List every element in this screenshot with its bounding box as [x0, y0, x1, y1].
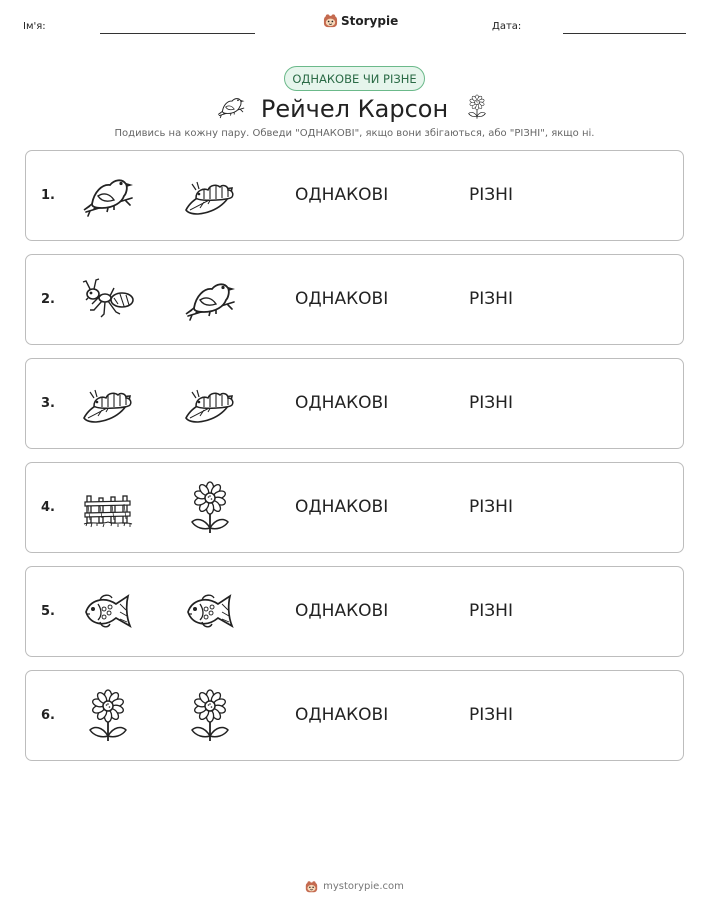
question-row-6	[25, 670, 684, 761]
different-option[interactable]: РІЗНІ	[469, 185, 513, 205]
bird-icon	[182, 272, 238, 328]
fence-icon	[80, 480, 136, 536]
same-option[interactable]: ОДНАКОВІ	[295, 705, 389, 725]
same-option[interactable]: ОДНАКОВІ	[295, 497, 389, 517]
question-number: 3.	[41, 396, 55, 411]
footer-site-link[interactable]: mystorypie.com	[323, 881, 404, 892]
question-row-2	[25, 254, 684, 345]
same-option[interactable]: ОДНАКОВІ	[295, 393, 389, 413]
flower-icon	[182, 480, 238, 536]
different-option[interactable]: РІЗНІ	[469, 705, 513, 725]
question-row-4	[25, 462, 684, 553]
title-flower-icon	[464, 92, 490, 122]
different-option[interactable]: РІЗНІ	[469, 601, 513, 621]
question-row-3	[25, 358, 684, 449]
name-label: Ім'я:	[23, 21, 46, 32]
different-option[interactable]: РІЗНІ	[469, 393, 513, 413]
question-number: 4.	[41, 500, 55, 515]
page-title: Рейчел Карсон	[260, 95, 449, 123]
same-option[interactable]: ОДНАКОВІ	[295, 289, 389, 309]
bird-icon	[80, 168, 136, 224]
different-option[interactable]: РІЗНІ	[469, 289, 513, 309]
fish-icon	[182, 584, 238, 640]
caterpillar-icon	[182, 376, 238, 432]
different-option[interactable]: РІЗНІ	[469, 497, 513, 517]
date-line[interactable]	[563, 33, 686, 34]
ant-icon	[80, 272, 136, 328]
footer-mascot-icon	[305, 880, 318, 893]
question-number: 2.	[41, 292, 55, 307]
caterpillar-icon	[182, 168, 238, 224]
instructions: Подивись на кожну пару. Обведи "ОДНАКОВІ", якщо вони збігаються, або "РІЗНІ", якщо ні.	[114, 128, 595, 139]
question-number: 5.	[41, 604, 55, 619]
question-number: 6.	[41, 708, 55, 723]
flower-icon	[182, 688, 238, 744]
name-line[interactable]	[100, 33, 255, 34]
question-row-5	[25, 566, 684, 657]
fish-icon	[80, 584, 136, 640]
same-option[interactable]: ОДНАКОВІ	[295, 601, 389, 621]
storypie-logo	[323, 13, 398, 28]
question-number: 1.	[41, 188, 55, 203]
footer	[0, 880, 709, 893]
same-option[interactable]: ОДНАКОВІ	[295, 185, 389, 205]
date-label: Дата:	[492, 21, 522, 32]
flower-icon	[80, 688, 136, 744]
logo-text: Storypie	[341, 13, 399, 28]
question-row-1	[25, 150, 684, 241]
storypie-mascot-icon	[323, 13, 338, 28]
caterpillar-icon	[80, 376, 136, 432]
worksheet-tag: ОДНАКОВЕ ЧИ РІЗНЕ	[284, 66, 425, 91]
